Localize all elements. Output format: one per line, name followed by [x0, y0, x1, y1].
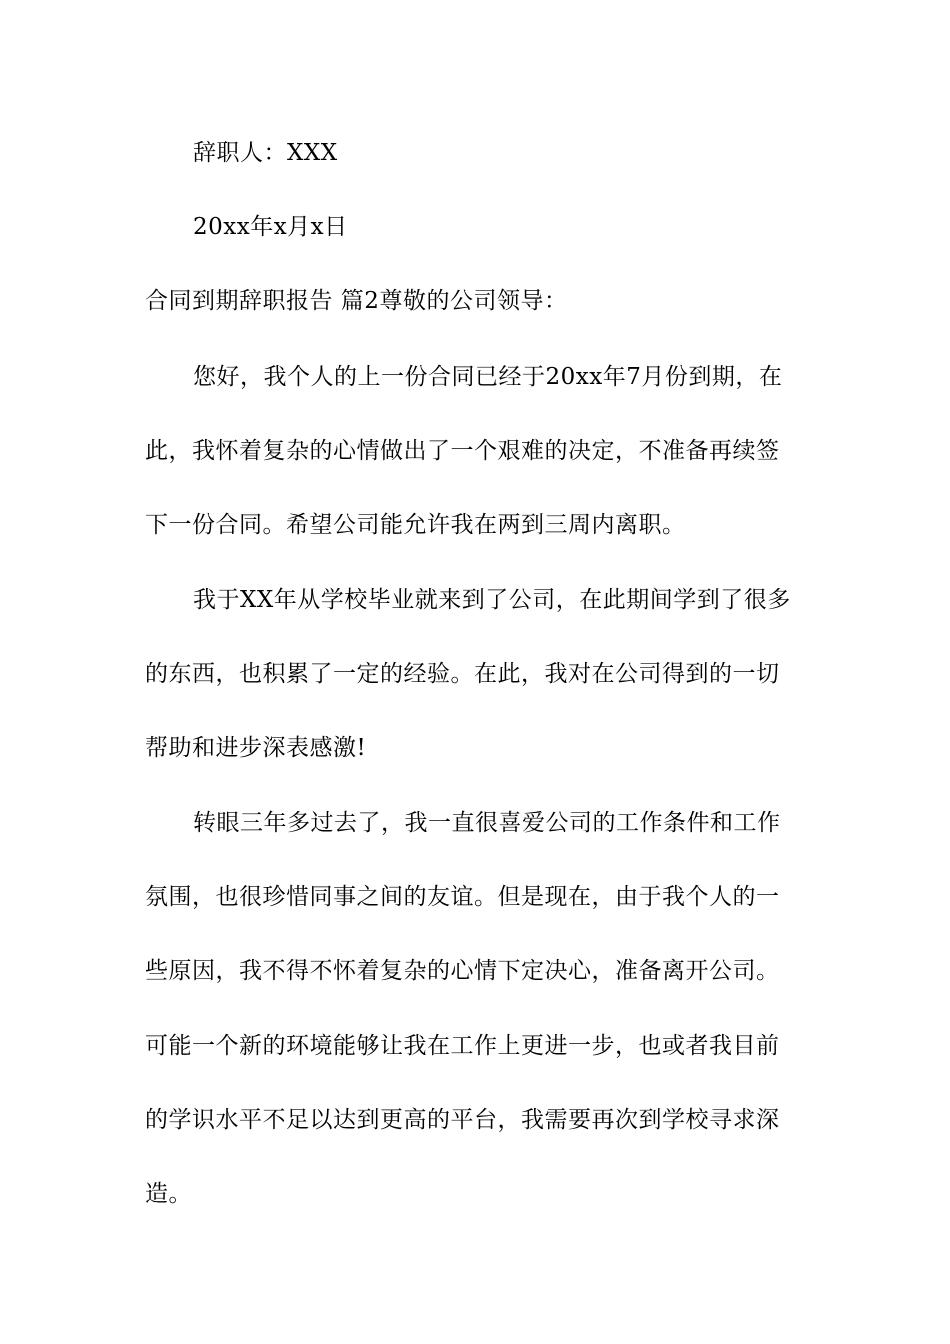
body-line: 您好，我个人的上一份合同已经于20xx年7月份到期，在: [193, 364, 783, 390]
body-line: 下一份合同。希望公司能允许我在两到三周内离职。: [145, 512, 686, 538]
body-line: 帮助和进步深表感激!: [145, 735, 367, 761]
date-line: 20xx年x月x日: [193, 214, 348, 240]
resigner-line: 辞职人：XXX: [193, 140, 338, 166]
body-line: 我于XX年从学校毕业就来到了公司，在此期间学到了很多: [193, 587, 791, 613]
body-line: 造。: [145, 1181, 192, 1207]
body-line: 的学识水平不足以达到更高的平台，我需要再次到学校寻求深: [145, 1107, 780, 1133]
body-line: 氛围，也很珍惜同事之间的友谊。但是现在，由于我个人的一: [145, 884, 780, 910]
body-line: 的东西，也积累了一定的经验。在此，我对在公司得到的一切: [145, 661, 780, 687]
body-line: 转眼三年多过去了，我一直很喜爱公司的工作条件和工作: [193, 810, 781, 836]
body-line: 些原因，我不得不怀着复杂的心情下定决心，准备离开公司。: [145, 958, 780, 984]
body-line: 此，我怀着复杂的心情做出了一个艰难的决定，不准备再续签: [145, 438, 780, 464]
body-line: 可能一个新的环境能够让我在工作上更进一步，也或者我目前: [145, 1033, 780, 1059]
section-heading: 合同到期辞职报告 篇2尊敬的公司领导：: [145, 288, 568, 314]
